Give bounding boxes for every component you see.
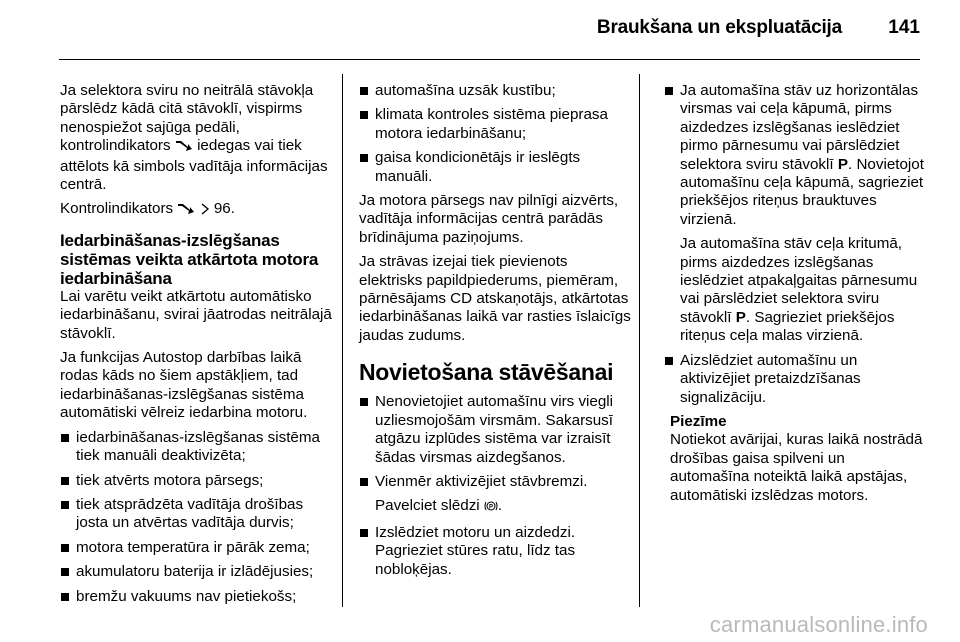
note-text: Notiekot avārijai, kuras laikā nostrādā drošības gaisa spilveni un automašīna noteiktā laikā apstājas, automātiski izslēdzas motors. <box>670 431 923 504</box>
parking-list <box>359 393 631 491</box>
list-item: Ja automašīna stāv uz horizontālas virsmas vai ceļa kāpumā, pirms aizdedzes izslēgšanas ieslēdziet pirmo pārnesumu vai pārslēdziet selektora sviru stāvoklī P. Novietojot automašīnu ceļa kāpumā, sagrieziet priekšējos riteņus brauktuves virzienā. <box>664 82 926 229</box>
page-reference[interactable]: 96. <box>213 200 235 218</box>
bullet-icon <box>665 87 673 95</box>
note-title: Piezīme <box>670 412 727 430</box>
parking-brake-icon <box>484 499 498 517</box>
paragraph <box>60 82 332 194</box>
paragraph-text: Pavelciet slēdzi <box>375 497 480 515</box>
bullet-icon <box>61 477 69 485</box>
column-1 <box>60 82 332 612</box>
note-box <box>664 413 926 505</box>
paragraph: Ja funkcijas Autostop darbības laikā rodas kāds no šiem apstākļiem, tad iedarbināšanas-izslēgšanas sistēma automātiski vēlreiz iedarbina motoru. <box>60 349 308 422</box>
gear-position-p: P <box>837 155 848 173</box>
bullet-icon <box>360 87 368 95</box>
list-item: Aizslēdziet automašīnu un aktivizējiet pretaizdzīšanas signalizāciju. <box>664 352 926 407</box>
list-item: Izslēdziet motoru un aizdedzi. Pagrieziet stūres ratu, līdz tas nobloķējas. <box>359 524 631 579</box>
list-item: akumulatoru baterija ir izlādējusies; <box>60 563 332 581</box>
section-heading: Iedarbināšanas-izslēgšanas sistēmas veikta atkārtota motora iedarbināšana <box>60 230 319 288</box>
column-divider-1 <box>342 74 343 607</box>
bullet-icon <box>61 501 69 509</box>
bullet-icon <box>61 568 69 576</box>
list-item: tiek atvērts motora pārsegs; <box>60 472 332 490</box>
list-item: gaisa kondicionētājs ir ieslēgts manuāli. <box>359 149 631 186</box>
list-item: motora temperatūra ir pārāk zema; <box>60 539 332 557</box>
list-item: iedarbināšanas-izslēgšanas sistēma tiek manuāli deaktivizēta; <box>60 429 332 466</box>
paragraph-text: iedegas vai tiek attēlots kā simbols vadītāja informācijas centrā. <box>60 137 328 194</box>
parking-list-continued <box>359 524 631 579</box>
paragraph-text: Ja selektora sviru no neitrālā stāvokļa pārslēdz kādā citā stāvoklī, vispirms nenospiežot sajūga pedāli, kontrolindikators <box>60 82 314 155</box>
list-item: klimata kontroles sistēma pieprasa motora iedarbināšanu; <box>359 106 631 143</box>
paragraph: Ja strāvas izejai tiek pievienots elektrisks papildpiederums, piemēram, pārnēsājams CD atskaņotājs, atkārtotas iedarbināšanas laikā var rasties īslaicīgs jaudas zudums. <box>359 253 631 344</box>
list-item: Vienmēr aktivizējiet stāvbremzi. <box>359 473 631 491</box>
bullet-icon <box>360 398 368 406</box>
paragraph: Lai varētu veikt atkārtotu automātisko iedarbināšanu, svirai jāatrodas neitrālajā stāvoklī. <box>60 287 332 342</box>
list-item: tiek atsprādzēta vadītāja drošības josta un atvērtas vadītāja durvis; <box>60 496 332 533</box>
header-divider <box>59 59 920 60</box>
paragraph <box>60 200 332 220</box>
paragraph: Ja automašīna stāv ceļa kritumā, pirms aizdedzes izslēgšanas ieslēdziet atpakaļgaitas pārnesumu vai pārslēdziet selektora sviru stāvoklī P. Sagrieziet priekšējos riteņus ceļa malas virzienā. <box>680 235 918 345</box>
parking-list-final <box>664 352 926 407</box>
shift-indicator-icon <box>175 138 193 157</box>
parking-list-cont <box>664 82 926 229</box>
condition-list-continued <box>359 82 631 186</box>
bullet-icon <box>360 111 368 119</box>
paragraph-text: Kontrolindikators <box>60 200 174 218</box>
bullet-icon <box>360 529 368 537</box>
page-header <box>0 0 960 60</box>
page-title: Braukšana un ekspluatācija <box>596 17 842 38</box>
list-item: bremžu vakuums nav pietiekošs; <box>60 588 332 606</box>
list-item: automašīna uzsāk kustību; <box>359 82 631 100</box>
column-3 <box>664 82 926 505</box>
condition-list <box>60 429 332 606</box>
paragraph: Ja motora pārsegs nav pilnīgi aizvērts, vadītāja informācijas centrā parādās brīdinājuma paziņojums. <box>359 192 619 246</box>
svg-text:P: P <box>488 504 493 511</box>
list-item: Nenovietojiet automašīnu virs viegli uzliesmojošām virsmām. Sakarsusī atgāzu izplūdes sistēma var izraisīt šādas virsmas aizdegšanos. <box>359 393 631 467</box>
column-2 <box>359 82 631 585</box>
bullet-icon <box>61 434 69 442</box>
shift-indicator-icon <box>177 201 195 220</box>
page-reference-icon <box>200 202 210 220</box>
gear-position-p: P <box>735 308 746 326</box>
section-heading: Novietošana stāvēšanai <box>359 359 614 386</box>
bullet-icon <box>360 478 368 486</box>
bullet-icon <box>61 544 69 552</box>
bullet-icon <box>360 154 368 162</box>
bullet-icon <box>665 357 673 365</box>
page-number: 141 <box>888 17 920 38</box>
paragraph: Pavelciet slēdzi P . <box>359 497 631 517</box>
watermark: carmanualsonline.info <box>709 612 928 637</box>
bullet-icon <box>61 593 69 601</box>
column-divider-2 <box>639 74 640 607</box>
